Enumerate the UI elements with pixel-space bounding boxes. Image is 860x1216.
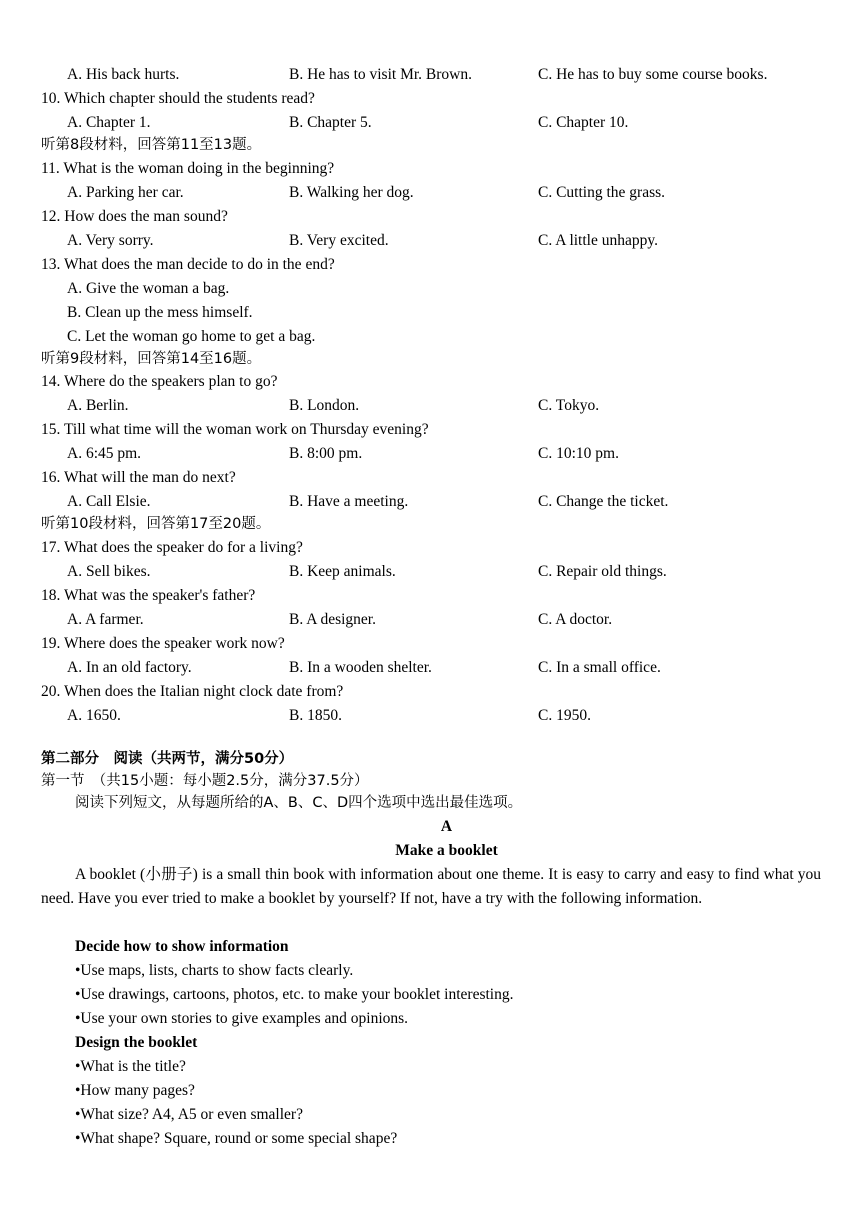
q11-option-a: A. Parking her car. (67, 184, 184, 201)
q10-option-c: C. Chapter 10. (538, 114, 629, 131)
q14-option-c: C. Tokyo. (538, 397, 600, 414)
q18-option-b: B. A designer. (289, 611, 376, 628)
q19-option-a: A. In an old factory. (67, 659, 192, 676)
q11-option-b: B. Walking her dog. (289, 184, 414, 201)
q18-question: 18. What was the speaker's father? (41, 587, 256, 604)
q9-option-b: B. He has to visit Mr. Brown. (289, 66, 472, 83)
q19-question: 19. Where does the speaker work now? (41, 635, 285, 652)
bullet-item: •Use maps, lists, charts to show facts clearly. (75, 962, 354, 979)
q11-options (0, 181, 860, 205)
q10-option-a: A. Chapter 1. (67, 114, 151, 131)
q10-option-b: B. Chapter 5. (289, 114, 372, 131)
part-2-section-1: 第一节 （共15小题：每小题2.5分，满分37.5分） (41, 773, 369, 789)
q12-option-b: B. Very excited. (289, 232, 389, 249)
q16-option-a: A. Call Elsie. (67, 493, 151, 510)
q20-option-b: B. 1850. (289, 707, 342, 724)
q14-question: 14. Where do the speakers plan to go? (41, 373, 278, 390)
q19-option-c: C. In a small office. (538, 659, 661, 676)
q9-options (0, 63, 860, 87)
q9-option-a: A. His back hurts. (67, 66, 180, 83)
passage-intro: A booklet (小册子) is a small thin book with information about one theme. It is easy to carry and easy to find what you need. Have you ever tried to make a booklet by yourself? If not, have a try with the following information. (41, 866, 821, 907)
section-10-instruction: 听第10段材料，回答第17至20题。 (41, 516, 271, 532)
q10-options (0, 111, 860, 135)
q12-options (0, 229, 860, 253)
q17-question: 17. What does the speaker do for a living? (41, 539, 303, 556)
q17-options (0, 560, 860, 584)
q19-options (0, 656, 860, 680)
section-8-instruction: 听第8段材料，回答第11至13题。 (41, 137, 262, 153)
passage-title: Make a booklet (395, 842, 498, 859)
q13-option-a: A. Give the woman a bag. (67, 280, 230, 297)
q15-option-c: C. 10:10 pm. (538, 445, 619, 462)
bullet-item: •What size? A4, A5 or even smaller? (75, 1106, 303, 1123)
q20-option-a: A. 1650. (67, 707, 121, 724)
q18-option-a: A. A farmer. (67, 611, 144, 628)
bullet-item: •How many pages? (75, 1082, 195, 1099)
q20-question: 20. When does the Italian night clock date from? (41, 683, 344, 700)
q19-option-b: B. In a wooden shelter. (289, 659, 432, 676)
heading-design-booklet: Design the booklet (75, 1034, 198, 1051)
bullet-item: •What is the title? (75, 1058, 186, 1075)
bullet-item: •What shape? Square, round or some special shape? (75, 1130, 398, 1147)
q18-option-c: C. A doctor. (538, 611, 613, 628)
q20-options (0, 704, 860, 728)
q15-option-b: B. 8:00 pm. (289, 445, 363, 462)
q16-question: 16. What will the man do next? (41, 469, 236, 486)
q20-option-c: C. 1950. (538, 707, 591, 724)
q14-options (0, 394, 860, 418)
q12-option-a: A. Very sorry. (67, 232, 154, 249)
q13-option-b-row (0, 301, 860, 325)
q16-options (0, 490, 860, 514)
part-2-title: 第二部分 阅读（共两节，满分50分） (41, 751, 294, 767)
q13-option-c-row (0, 325, 860, 349)
q12-option-c: C. A little unhappy. (538, 232, 658, 249)
heading-show-information: Decide how to show information (75, 938, 289, 955)
q11-question: 11. What is the woman doing in the beginning? (41, 160, 335, 177)
q13-option-a-row (0, 277, 860, 301)
q12-question: 12. How does the man sound? (41, 208, 228, 225)
passage-letter: A (440, 818, 453, 835)
q15-options (0, 442, 860, 466)
q14-option-a: A. Berlin. (67, 397, 129, 414)
section-9-instruction: 听第9段材料，回答第14至16题。 (41, 351, 262, 367)
q18-options (0, 608, 860, 632)
q16-option-b: B. Have a meeting. (289, 493, 409, 510)
q14-option-b: B. London. (289, 397, 360, 414)
q17-option-c: C. Repair old things. (538, 563, 667, 580)
bullet-item: •Use drawings, cartoons, photos, etc. to make your booklet interesting. (75, 986, 514, 1003)
q13-question: 13. What does the man decide to do in the end? (41, 256, 335, 273)
q17-option-b: B. Keep animals. (289, 563, 396, 580)
q17-option-a: A. Sell bikes. (67, 563, 151, 580)
q13-option-c: C. Let the woman go home to get a bag. (67, 328, 316, 345)
q15-option-a: A. 6:45 pm. (67, 445, 142, 462)
bullet-item: •Use your own stories to give examples and opinions. (75, 1010, 409, 1027)
q13-option-b: B. Clean up the mess himself. (67, 304, 253, 321)
q11-option-c: C. Cutting the grass. (538, 184, 666, 201)
part-2-instruction: 阅读下列短文，从每题所给的A、B、C、D四个选项中选出最佳选项。 (75, 795, 523, 811)
q16-option-c: C. Change the ticket. (538, 493, 669, 510)
q15-question: 15. Till what time will the woman work on Thursday evening? (41, 421, 429, 438)
q9-option-c: C. He has to buy some course books. (538, 66, 768, 83)
q10-question: 10. Which chapter should the students read? (41, 90, 315, 107)
